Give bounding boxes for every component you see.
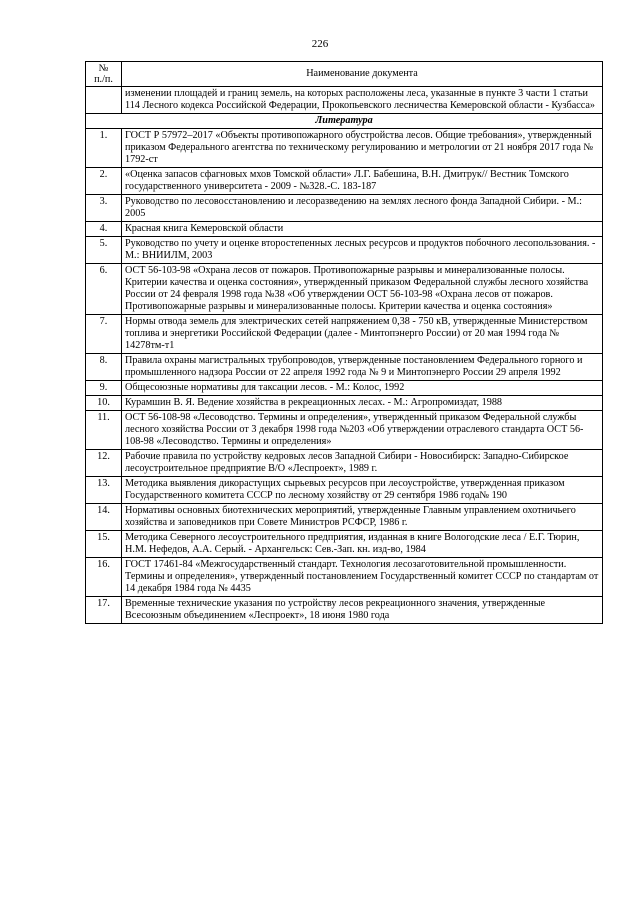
row-document-title: ОСТ 56-103-98 «Охрана лесов от пожаров. Противопожарные разрывы и минерализованные полосы. Критерии качества и оценка состояния», утвержденный приказом Федеральной службы лесного хозяйства России от 24 февраля 1998 года №38 «Об утверждении ОСТ 56-103-98 «Охрана лесов от пожаров. Противопожарные разрывы и минерализованные полосы. Критерии качества и оценка состояния»: [122, 264, 603, 315]
table-row: [86, 450, 603, 477]
row-number: 6.: [86, 264, 122, 315]
row-number: 16.: [86, 558, 122, 597]
table-row: [86, 477, 603, 504]
row-document-title: Красная книга Кемеровской области: [122, 222, 603, 237]
row-number: 2.: [86, 168, 122, 195]
row-number: 11.: [86, 411, 122, 450]
row-document-title: Рабочие правила по устройству кедровых лесов Западной Сибири - Новосибирск: Западно-Сибирское лесоустроительное предприятие В/О «Леспроект», 1989 г.: [122, 450, 603, 477]
row-number: 3.: [86, 195, 122, 222]
continuation-number-cell: [86, 87, 122, 114]
continuation-text: изменении площадей и границ земель, на которых расположены леса, указанные в пункте 3 части 1 статьи 114 Лесного кодекса Российской Федерации, Прокопьевского лесничества Кемеровской области - Кузбасса»: [122, 87, 603, 114]
row-number: 4.: [86, 222, 122, 237]
row-number: 8.: [86, 354, 122, 381]
row-number: 9.: [86, 381, 122, 396]
row-number: 12.: [86, 450, 122, 477]
row-document-title: Руководство по учету и оценке второстепенных лесных ресурсов и продуктов побочного лесопользования. - М.: ВНИИЛМ, 2003: [122, 237, 603, 264]
table-row: [86, 315, 603, 354]
table-row: [86, 558, 603, 597]
page-number: 226: [311, 38, 329, 50]
table-row: [86, 237, 603, 264]
row-document-title: Методика Северного лесоустроительного предприятия, изданная в книге Вологодские леса / Е.Г. Тюрин, Н.М. Нефедов, А.А. Серый. - Архангельск: Сев.-Зап. кн. изд-во, 1984: [122, 531, 603, 558]
row-number: 13.: [86, 477, 122, 504]
row-number: 10.: [86, 396, 122, 411]
table-header-row: [86, 62, 603, 87]
row-document-title: Руководство по лесовосстановлению и лесоразведению на землях лесного фонда Западной Сибири. - М.: 2005: [122, 195, 603, 222]
row-document-title: Общесоюзные нормативы для таксации лесов. - М.: Колос, 1992: [122, 381, 603, 396]
table-row: [86, 264, 603, 315]
row-document-title: Методика выявления дикорастущих сырьевых ресурсов при лесоустройстве, утвержденная приказом Государственного комитета СССР по лесному хозяйству от 29 сентября 1986 года№ 190: [122, 477, 603, 504]
row-number: 14.: [86, 504, 122, 531]
row-number: 1.: [86, 129, 122, 168]
row-document-title: Временные технические указания по устройству лесов рекреационного значения, утвержденные Всесоюзным объединением «Леспроект», 18 июня 1980 года: [122, 597, 603, 624]
row-number: 7.: [86, 315, 122, 354]
row-document-title: ОСТ 56-108-98 «Лесоводство. Термины и определения», утвержденный приказом Федеральной службы лесного хозяйства России от 3 декабря 1998 года №203 «Об утверждении отраслевого стандарта ОСТ 56-108-98 «Лесоводство. Термины и определения»: [122, 411, 603, 450]
section-title: Литература: [86, 114, 603, 129]
continuation-row: [86, 87, 603, 114]
row-document-title: ГОСТ Р 57972–2017 «Объекты противопожарного обустройства лесов. Общие требования», утвержденный приказом Федерального агентства по техническому регулированию и метрологии от 21 ноября 2017 года № 1792-ст: [122, 129, 603, 168]
row-document-title: Курамшин В. Я. Ведение хозяйства в рекреационных лесах. - М.: Агропромиздат, 1988: [122, 396, 603, 411]
table-row: [86, 354, 603, 381]
table-row: [86, 168, 603, 195]
literature-table: [85, 61, 603, 624]
table-row: [86, 381, 603, 396]
table-row: [86, 222, 603, 237]
row-number: 17.: [86, 597, 122, 624]
column-header-number-symbol: №: [98, 63, 109, 74]
table-row: [86, 396, 603, 411]
column-header-title: Наименование документа: [122, 62, 603, 87]
column-header-number-abbr: п./п.: [94, 74, 113, 85]
table-row: [86, 597, 603, 624]
table-row: [86, 531, 603, 558]
table-row: [86, 129, 603, 168]
row-document-title: Нормы отвода земель для электрических сетей напряжением 0,38 - 750 кВ, утвержденные Министерством топлива и энергетики Российской Федерации (далее - Минтопэнерго России) от 20 мая 1994 года № 14278тм-т1: [122, 315, 603, 354]
table-row: [86, 504, 603, 531]
section-row: [86, 114, 603, 129]
row-document-title: Нормативы основных биотехнических мероприятий, утвержденные Главным управлением охотничьего хозяйства и заповедников при Совете Министров РСФСР, 1986 г.: [122, 504, 603, 531]
row-document-title: Правила охраны магистральных трубопроводов, утвержденные постановлением Федерального горного и промышленного надзора России от 22 апреля 1992 года № 9 и Минтопэнерго России 29 апреля 1992: [122, 354, 603, 381]
row-number: 5.: [86, 237, 122, 264]
row-document-title: «Оценка запасов сфагновых мхов Томской области» Л.Г. Бабешина, В.Н. Дмитрук// Вестник Томского государственного университета - 2009 - №328.-С. 183-187: [122, 168, 603, 195]
row-document-title: ГОСТ 17461-84 «Межгосударственный стандарт. Технология лесозаготовительной промышленности. Термины и определения», утвержденный постановлением Государственный комитет СССР по стандартам от 14 декабря 1984 года № 4435: [122, 558, 603, 597]
table-row: [86, 195, 603, 222]
table-row: [86, 411, 603, 450]
row-number: 15.: [86, 531, 122, 558]
column-header-number: [86, 62, 122, 87]
